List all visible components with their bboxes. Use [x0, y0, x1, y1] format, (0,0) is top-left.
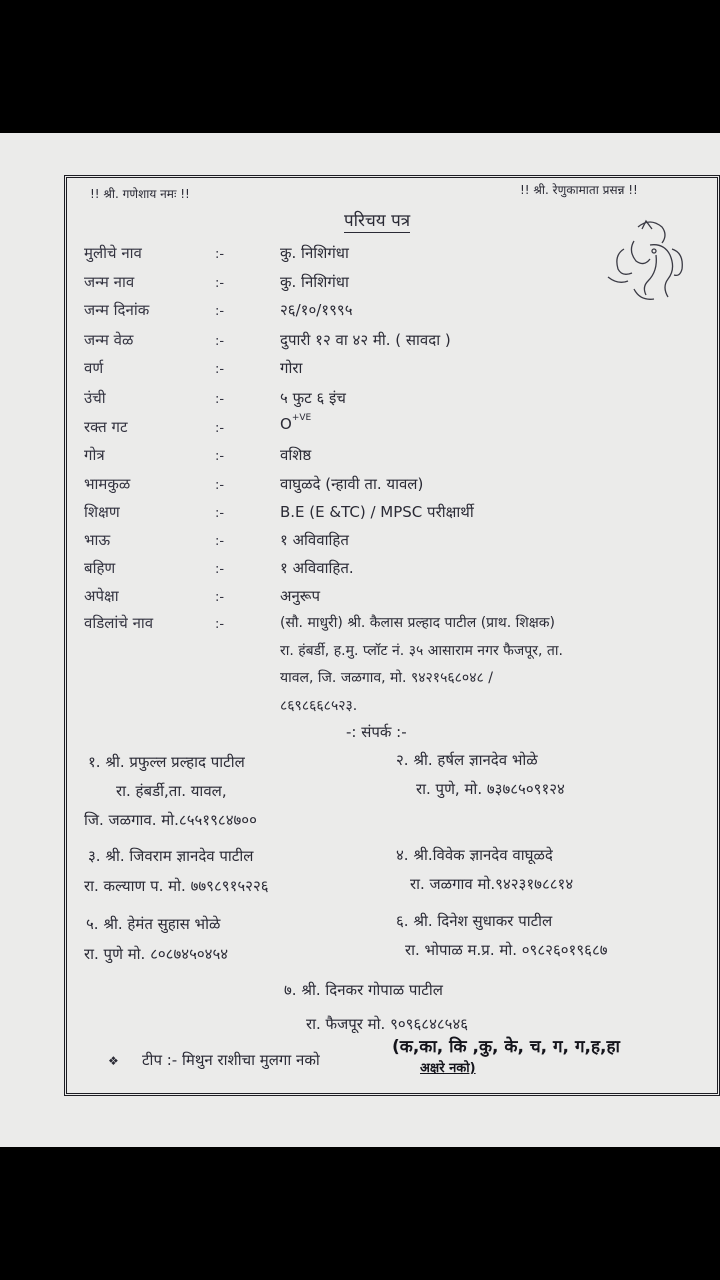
colon: :-	[215, 421, 225, 436]
value-birth-time: दुपारी १२ वा ४२ मी. ( सावदा )	[280, 331, 451, 349]
colon: :-	[215, 562, 225, 577]
handwritten-note: (क,का, कि ,कु, के, च, ग, ग,ह,हा	[392, 1037, 620, 1057]
contact-4-address: रा. जळगाव मो.९४२३१७८८१४	[410, 875, 574, 893]
contact-7-name: ७. श्री. दिनकर गोपाळ पाटील	[284, 981, 443, 999]
value-kul: वाघुळदे (न्हावी ता. यावल)	[280, 475, 424, 493]
blood-group-sup: +VE	[291, 413, 312, 423]
contact-3-address: रा. कल्याण प. मो. ७७९८९१५२२६	[84, 877, 269, 895]
contact-3-name: ३. श्री. जिवराम ज्ञानदेव पाटील	[88, 847, 254, 865]
contact-7-address: रा. फैजपूर मो. ९०९६८४८५४६	[306, 1015, 469, 1033]
contact-2-address: रा. पुणे, मो. ७३७८५०९१२४	[416, 780, 565, 798]
colon: :-	[215, 534, 225, 549]
right-invocation: !! श्री. रेणुकामाता प्रसन्न !!	[520, 183, 638, 197]
label-expectation: अपेक्षा	[84, 587, 119, 605]
father-address-line: ८६९८६६८५२३.	[280, 698, 358, 714]
label-birth-date: जन्म दिनांक	[84, 301, 150, 319]
label-kul: भामकुळ	[84, 475, 131, 493]
colon: :-	[215, 617, 225, 632]
contact-6-address: रा. भोपाळ म.प्र. मो. ०९८२६०१९६८७	[405, 941, 608, 959]
contact-2-name: २. श्री. हर्षल ज्ञानदेव भोळे	[396, 751, 538, 769]
label-brother: भाऊ	[84, 531, 111, 549]
colon: :-	[215, 362, 225, 377]
left-invocation: !! श्री. गणेशाय नमः !!	[90, 187, 190, 201]
value-complexion: गोरा	[280, 359, 303, 377]
ganesha-sketch-icon	[598, 215, 690, 307]
father-address-line: यावल, जि. जळगाव, मो. ९४२१५६८०४८ /	[280, 670, 493, 686]
label-birth-time: जन्म वेळ	[84, 331, 134, 349]
colon: :-	[215, 247, 225, 262]
value-gotra: वशिष्ठ	[280, 446, 312, 464]
value-height: ५ फुट ६ इंच	[280, 389, 346, 407]
contact-4-name: ४. श्री.विवेक ज्ञानदेव वाघूळदे	[396, 846, 553, 864]
label-name: मुलीचे नाव	[84, 244, 142, 262]
value-blood-group: $O^{+VE}$	[280, 413, 312, 433]
colon: :-	[215, 276, 225, 291]
colon: :-	[215, 478, 225, 493]
label-birth-name: जन्म नाव	[84, 273, 135, 291]
contact-1-address: रा. हंबर्डी,ता. यावल,	[116, 782, 227, 800]
note-text: टीप :- मिथुन राशीचा मुलगा नको	[142, 1051, 320, 1069]
label-complexion: वर्ण	[84, 359, 104, 377]
contact-5-address: रा. पुणे मो. ८०८७४५०४५४	[84, 945, 229, 963]
colon: :-	[215, 334, 225, 349]
page-title: परिचय पत्र	[344, 208, 410, 233]
label-gotra: गोत्र	[84, 446, 105, 464]
handwritten-note-line2: अक्षरे नको)	[420, 1061, 476, 1076]
label-education: शिक्षण	[84, 503, 120, 521]
colon: :-	[215, 449, 225, 464]
colon: :-	[215, 304, 225, 319]
value-expectation: अनुरूप	[280, 587, 320, 605]
value-birth-name: कु. निशिगंधा	[280, 273, 349, 291]
value-name: कु. निशिगंधा	[280, 244, 349, 262]
value-birth-date: २६/१०/१९९५	[280, 301, 353, 319]
label-father-name: वडिलांचे नाव	[84, 614, 154, 632]
label-sister: बहिण	[84, 559, 116, 577]
father-address-line: रा. हंबर्डी, ह.मु. प्लॉट नं. ३५ आसाराम नगर फैजपूर, ता.	[280, 643, 563, 659]
colon: :-	[215, 590, 225, 605]
value-sister: १ अविवाहित.	[280, 559, 354, 577]
value-brother: १ अविवाहित	[280, 531, 349, 549]
label-height: उंची	[84, 389, 106, 407]
value-father-name: (सौ. माधुरी) श्री. कैलास प्रल्हाद पाटील (प्राथ. शिक्षक)	[280, 615, 555, 631]
contact-1-phone: जि. जळगाव. मो.८५५१९८४७००	[84, 811, 257, 829]
note-bullet-icon: ❖	[108, 1054, 119, 1068]
contact-6-name: ६. श्री. दिनेश सुधाकर पाटील	[396, 912, 553, 930]
colon: :-	[215, 392, 225, 407]
label-blood-group: रक्त गट	[84, 418, 128, 436]
contact-1-name: १. श्री. प्रफुल्ल प्रल्हाद पाटील	[88, 753, 245, 771]
colon: :-	[215, 506, 225, 521]
value-education: B.E (E &TC) / MPSC परीक्षार्थी	[280, 503, 474, 521]
contacts-heading: -: संपर्क :-	[346, 723, 407, 741]
contact-5-name: ५. श्री. हेमंत सुहास भोळे	[86, 915, 221, 933]
